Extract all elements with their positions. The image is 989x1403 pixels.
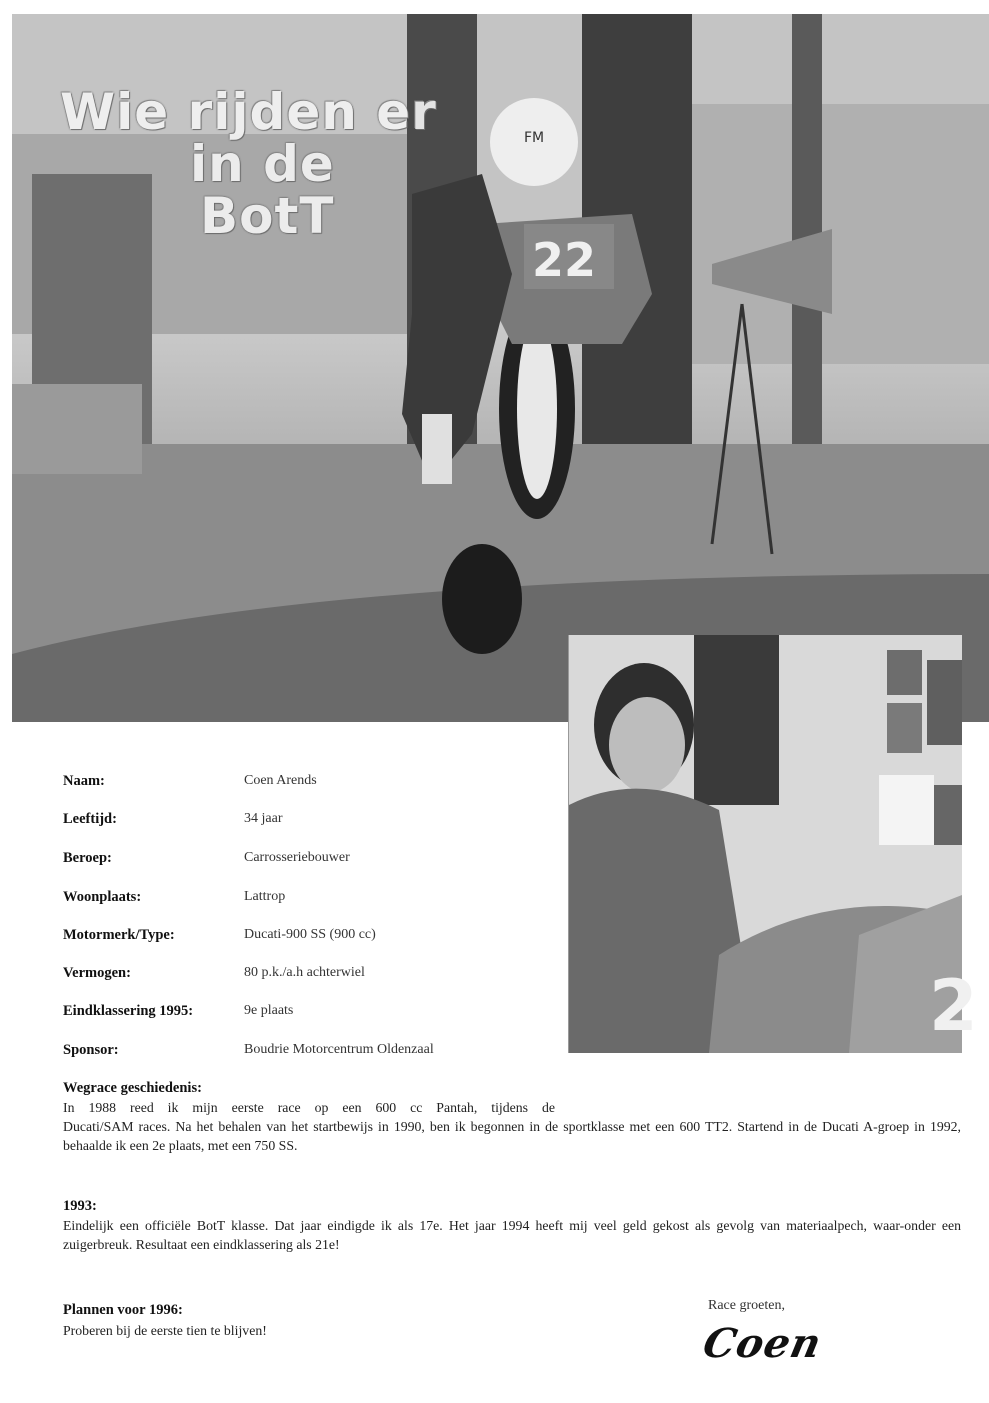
plans-text: Proberen bij de eerste tien te blijven!: [63, 1323, 267, 1338]
headline-line-2: in de: [190, 135, 335, 193]
profile-label: Motormerk/Type:: [63, 927, 175, 943]
profile-label: Vermogen:: [63, 965, 131, 981]
signature: Coen: [699, 1320, 827, 1367]
profile-value: Ducati-900 SS (900 cc): [244, 927, 376, 942]
plans-heading: Plannen voor 1996:: [63, 1302, 183, 1318]
history-paragraph: Ducati/SAM races. Na het behalen van het startbewijs in 1990, ben ik begonnen in de sportklasse met een 600 TT2. Startend in de Ducati A-groep in 1992, behaalde ik een 2e plaats, met een 750 SS.: [63, 1119, 961, 1153]
profile-label: Eindklassering 1995:: [63, 1003, 194, 1019]
profile-row-naam: [63, 773, 543, 793]
portrait-scene: [569, 635, 978, 1053]
closing-greeting: Race groeten,: [708, 1298, 785, 1313]
profile-value: Boudrie Motorcentrum Oldenzaal: [244, 1042, 434, 1057]
headline-line-3: BotT: [200, 187, 335, 245]
year-1993-paragraph: Eindelijk een officiële BotT klasse. Dat jaar eindigde ik als 17e. Het jaar 1994 heeft mij veel geld gekost als gevolg van materiaalpech, waar-onder een zuigerbreuk. Resultaat een eindklassering als 21e!: [63, 1218, 961, 1252]
headline-line-1: Wie rijden er: [60, 83, 437, 141]
history-heading: Wegrace geschiedenis:: [63, 1080, 202, 1096]
year-1993-heading: 1993:: [63, 1198, 97, 1214]
profile-value: 80 p.k./a.h achterwiel: [244, 965, 365, 980]
profile-value: 34 jaar: [244, 811, 283, 826]
profile-value: 9e plaats: [244, 1003, 294, 1018]
profile-label: Sponsor:: [63, 1042, 119, 1058]
profile-row-eindklassering: [63, 1003, 543, 1023]
profile-label: Naam:: [63, 773, 105, 789]
bike-number: 2: [929, 965, 978, 1047]
profile-row-beroep: [63, 850, 543, 870]
headline: [60, 83, 480, 245]
profile-row-vermogen: [63, 965, 543, 985]
profile-row-motormerk: [63, 927, 543, 947]
profile-value: Carrosseriebouwer: [244, 850, 350, 865]
hero-photo: [12, 14, 989, 722]
history-first-line: In 1988 reed ik mijn eerste race op een 600 cc Pantah, tijdens de: [63, 1100, 555, 1115]
portrait-photo: [568, 635, 978, 1053]
profile-row-leeftijd: [63, 811, 543, 831]
profile-label: Beroep:: [63, 850, 112, 866]
profile-label: Leeftijd:: [63, 811, 117, 827]
profile-value: Coen Arends: [244, 773, 317, 788]
helmet-logo: FM: [524, 130, 545, 146]
profile-row-woonplaats: [63, 889, 543, 909]
profile-row-sponsor: [63, 1042, 543, 1062]
race-number: 22: [532, 233, 597, 287]
profile-value: Lattrop: [244, 889, 286, 904]
profile-label: Woonplaats:: [63, 889, 142, 905]
